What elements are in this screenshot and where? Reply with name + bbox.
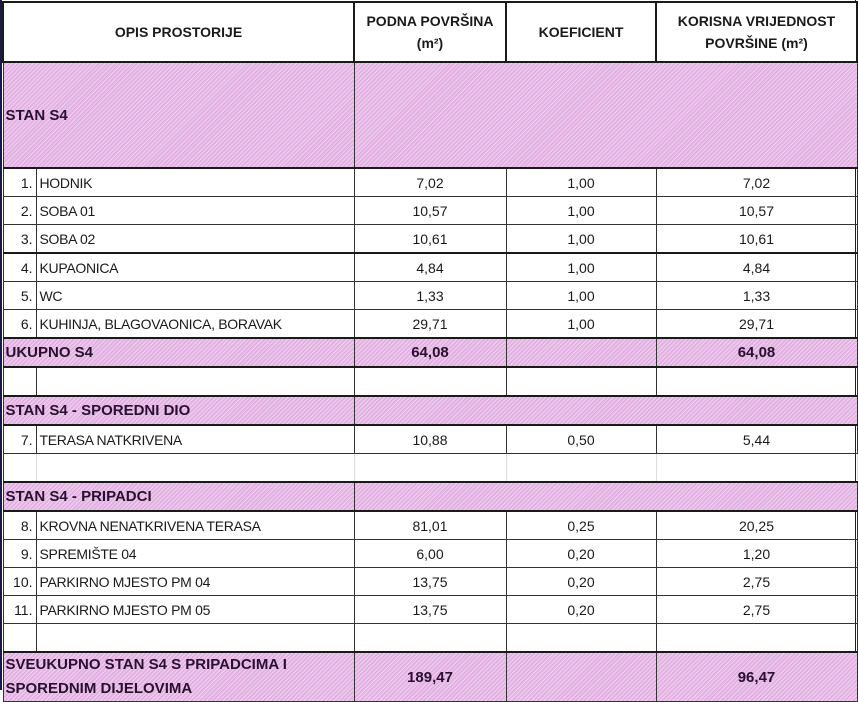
table-row — [3, 310, 857, 339]
coefficient: 0,50 — [506, 425, 656, 454]
header-floor-area-line1: PODNA POVRŠINA — [366, 13, 494, 29]
row-number: 1. — [3, 168, 36, 197]
table-row — [3, 253, 857, 282]
coefficient: 1,00 — [506, 168, 656, 197]
table-row — [3, 197, 857, 225]
header-floor-area-line2: (m²) — [416, 35, 444, 51]
room-name: WC — [36, 282, 354, 310]
floor-area: 29,71 — [354, 310, 506, 339]
blank-cell — [506, 454, 656, 483]
blank-cell — [354, 454, 506, 483]
floor-area: 10,61 — [354, 225, 506, 254]
floor-area: 81,01 — [354, 511, 506, 540]
table-row — [3, 282, 857, 310]
row-number: 11. — [3, 596, 36, 624]
row-number: 2. — [3, 197, 36, 225]
table-row — [3, 168, 857, 197]
usable-area: 5,44 — [656, 425, 857, 454]
usable-area: 4,84 — [656, 253, 857, 282]
blank-row — [3, 454, 857, 483]
floor-area: 13,75 — [354, 596, 506, 624]
usable-area: 2,75 — [656, 568, 857, 596]
coefficient: 0,20 — [506, 596, 656, 624]
table-row — [3, 568, 857, 596]
subtotal-coefficient-empty — [506, 338, 656, 367]
usable-area: 2,75 — [656, 596, 857, 624]
coefficient: 0,20 — [506, 568, 656, 596]
blank-cell — [354, 624, 506, 653]
section-title-secondary: STAN S4 - SPOREDNI DIO — [3, 396, 354, 425]
section-title-row — [3, 482, 857, 511]
blank-cell — [3, 454, 36, 483]
header-description: OPIS PROSTORIJE — [3, 2, 354, 62]
subtotal-label: UKUPNO S4 — [3, 338, 354, 367]
blank-cell — [36, 454, 354, 483]
section-title-row — [3, 396, 857, 425]
row-number: 3. — [3, 225, 36, 254]
usable-area: 1,33 — [656, 282, 857, 310]
row-number: 10. — [3, 568, 36, 596]
section-title-main: STAN S4 — [3, 62, 354, 168]
coefficient: 1,00 — [506, 225, 656, 254]
coefficient: 0,20 — [506, 540, 656, 568]
room-name: KUHINJA, BLAGOVAONICA, BORAVAK — [36, 310, 354, 339]
blank-cell — [656, 624, 857, 653]
section-fill — [354, 62, 857, 168]
header-usable-area — [656, 2, 857, 62]
header-coefficient: KOEFICIENT — [506, 2, 656, 62]
section-fill — [354, 396, 857, 425]
floor-area: 1,33 — [354, 282, 506, 310]
room-name: PARKIRNO MJESTO PM 05 — [36, 596, 354, 624]
blank-cell — [36, 624, 354, 653]
grand-total-usable-area: 96,47 — [656, 652, 857, 702]
section-title-appurtenances: STAN S4 - PRIPADCI — [3, 482, 354, 511]
table-row — [3, 540, 857, 568]
row-number: 4. — [3, 253, 36, 282]
room-name: KROVNA NENATKRIVENA TERASA — [36, 511, 354, 540]
row-number: 5. — [3, 282, 36, 310]
grand-total-coefficient-empty — [506, 652, 656, 702]
room-name: SOBA 01 — [36, 197, 354, 225]
header-usable-line1: KORISNA VRIJEDNOST — [677, 13, 836, 29]
coefficient: 1,00 — [506, 253, 656, 282]
coefficient: 1,00 — [506, 282, 656, 310]
table-row — [3, 596, 857, 624]
row-number: 9. — [3, 540, 36, 568]
header-row — [3, 2, 857, 62]
usable-area: 10,57 — [656, 197, 857, 225]
usable-area: 7,02 — [656, 168, 857, 197]
blank-cell — [36, 367, 354, 396]
blank-row — [3, 367, 857, 396]
table-row — [3, 511, 857, 540]
blank-cell — [506, 624, 656, 653]
room-name: TERASA NATKRIVENA — [36, 425, 354, 454]
room-name: KUPAONICA — [36, 253, 354, 282]
coefficient: 1,00 — [506, 197, 656, 225]
room-name: PARKIRNO MJESTO PM 04 — [36, 568, 354, 596]
grand-total-floor-area: 189,47 — [354, 652, 506, 702]
floor-area: 4,84 — [354, 253, 506, 282]
usable-area: 10,61 — [656, 225, 857, 254]
row-number: 6. — [3, 310, 36, 339]
grand-total-label — [3, 652, 354, 702]
floor-area: 6,00 — [354, 540, 506, 568]
room-area-table — [2, 1, 858, 702]
subtotal-usable-area: 64,08 — [656, 338, 857, 367]
blank-cell — [3, 624, 36, 653]
subtotal-floor-area: 64,08 — [354, 338, 506, 367]
usable-area: 29,71 — [656, 310, 857, 339]
grand-total-label-line2: SPOREDNIM DIJELOVIMA — [5, 680, 193, 697]
grand-total-row — [3, 652, 857, 702]
section-fill — [354, 482, 857, 511]
grand-total-label-line1: SVEUKUPNO STAN S4 S PRIPADCIMA I — [5, 656, 287, 673]
blank-cell — [506, 367, 656, 396]
blank-cell — [3, 367, 36, 396]
blank-cell — [656, 454, 857, 483]
usable-area: 1,20 — [656, 540, 857, 568]
floor-area: 13,75 — [354, 568, 506, 596]
room-name: HODNIK — [36, 168, 354, 197]
room-name: SOBA 02 — [36, 225, 354, 254]
table-row — [3, 425, 857, 454]
floor-area: 10,88 — [354, 425, 506, 454]
floor-area: 7,02 — [354, 168, 506, 197]
blank-cell — [656, 367, 857, 396]
room-name: SPREMIŠTE 04 — [36, 540, 354, 568]
header-floor-area — [354, 2, 506, 62]
blank-row — [3, 624, 857, 653]
blank-cell — [354, 367, 506, 396]
row-number: 8. — [3, 511, 36, 540]
table-row — [3, 225, 857, 254]
header-usable-line2: POVRŠINE (m²) — [705, 35, 808, 51]
coefficient: 1,00 — [506, 310, 656, 339]
floor-area: 10,57 — [354, 197, 506, 225]
usable-area: 20,25 — [656, 511, 857, 540]
section-title-row — [3, 62, 857, 168]
coefficient: 0,25 — [506, 511, 656, 540]
row-number: 7. — [3, 425, 36, 454]
subtotal-row — [3, 338, 857, 367]
